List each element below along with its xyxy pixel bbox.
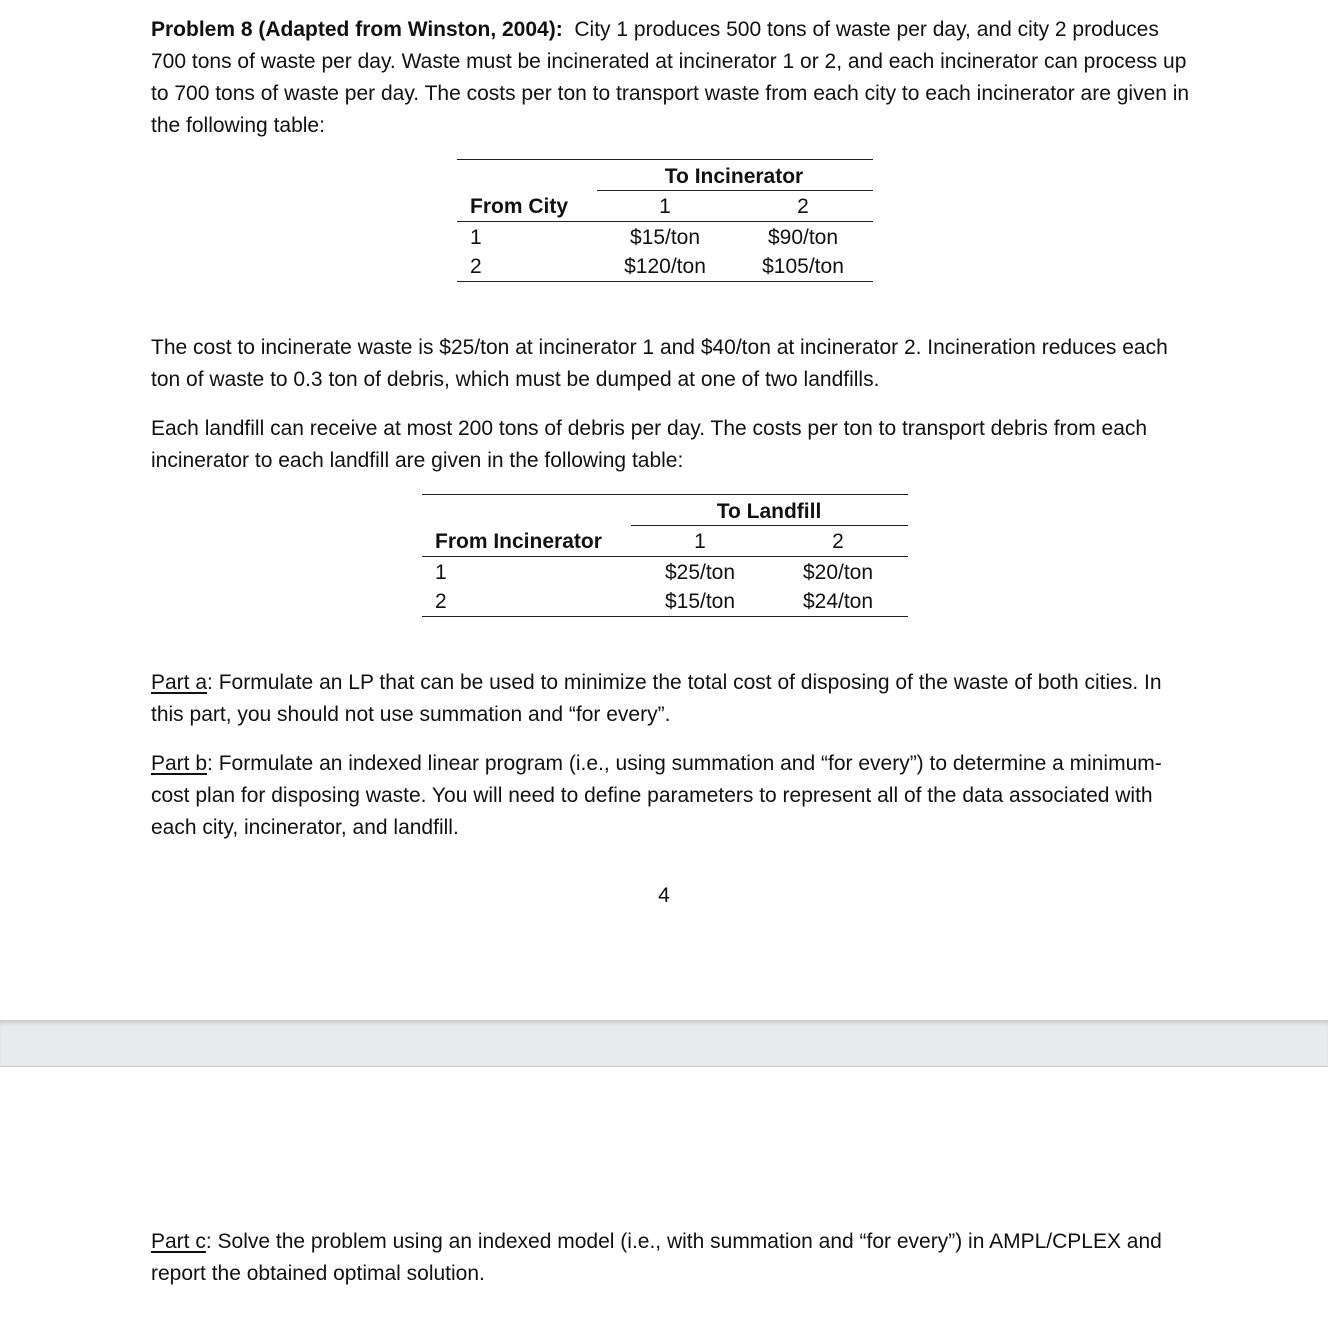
table-column-header: 1	[694, 530, 706, 553]
problem-title: Problem 8 (Adapted from Winston, 2004):	[151, 18, 563, 41]
table-row-label: 2	[470, 255, 482, 278]
table-column-header: 2	[832, 530, 844, 553]
page-number: 4	[658, 884, 670, 907]
table-rule	[631, 525, 908, 526]
part-c	[151, 1226, 1191, 1290]
table-cell: $20/ton	[802, 561, 874, 584]
table-column-header: 2	[797, 195, 809, 218]
table-row-label: 1	[470, 226, 482, 249]
incineration-paragraph: The cost to incinerate waste is $25/ton at incinerator 1 and $40/ton at incinerator 2. Incineration reduces each ton of waste to 0.3 ton of debris, which must be dumped at one of two landfills.	[151, 336, 1168, 391]
part-b	[151, 748, 1191, 844]
table-cell: $24/ton	[802, 590, 874, 613]
table-cell: $105/ton	[762, 255, 844, 278]
table-group-header: To Incinerator	[664, 165, 804, 188]
landfill-paragraph: Each landfill can receive at most 200 tons of debris per day. The costs per ton to transport debris from each incinerator to each landfill are given in the following table:	[151, 417, 1148, 472]
page-separator	[0, 1020, 1328, 1067]
table-group-header: To Landfill	[716, 500, 822, 523]
table-row-label: 2	[435, 590, 447, 613]
table-cell: $15/ton	[629, 226, 701, 249]
part-b-text: : Formulate an indexed linear program (i.e., using summation and “for every”) to determine a minimum-cost plan for disposing waste. You will need to define parameters to represent all of the data associated with each city, incinerator, and landfill.	[151, 752, 1162, 839]
table-row-header: From City	[470, 195, 569, 218]
table-row-header: From Incinerator	[435, 530, 602, 553]
table-rule	[422, 556, 908, 557]
part-a-text: : Formulate an LP that can be used to minimize the total cost of disposing of the waste of both cities. In this part, you should not use summation and “for every”.	[151, 671, 1162, 726]
problem-intro-text: City 1 produces 500 tons of waste per day, and city 2 produces 700 tons of waste per day. Waste must be incinerated at incinerator 1 or 2, and each incinerator can process up to 700 tons of waste per day. The costs per ton to transport waste from each city to each incinerator are given in the following table:	[151, 18, 1190, 137]
table-cell: $120/ton	[624, 255, 706, 278]
part-c-label: Part c	[151, 1230, 206, 1253]
table-rule	[422, 494, 908, 495]
table-column-header: 1	[659, 195, 671, 218]
table-cell: $90/ton	[767, 226, 839, 249]
table-cell: $25/ton	[664, 561, 736, 584]
table-row-label: 1	[435, 561, 447, 584]
table-rule	[457, 221, 873, 222]
table-rule	[457, 159, 873, 160]
part-a-label: Part a	[151, 671, 208, 694]
problem-intro	[151, 14, 1191, 142]
part-b-label: Part b	[151, 752, 208, 775]
part-c-text: : Solve the problem using an indexed model (i.e., with summation and “for every”) in AMPL/CPLEX and report the obtained optimal solution.	[151, 1230, 1162, 1285]
table-rule	[457, 281, 873, 282]
table-rule	[422, 616, 908, 617]
document-page-2	[0, 1067, 1328, 1320]
part-a	[151, 667, 1191, 731]
table-rule	[597, 190, 873, 191]
table-cell: $15/ton	[664, 590, 736, 613]
